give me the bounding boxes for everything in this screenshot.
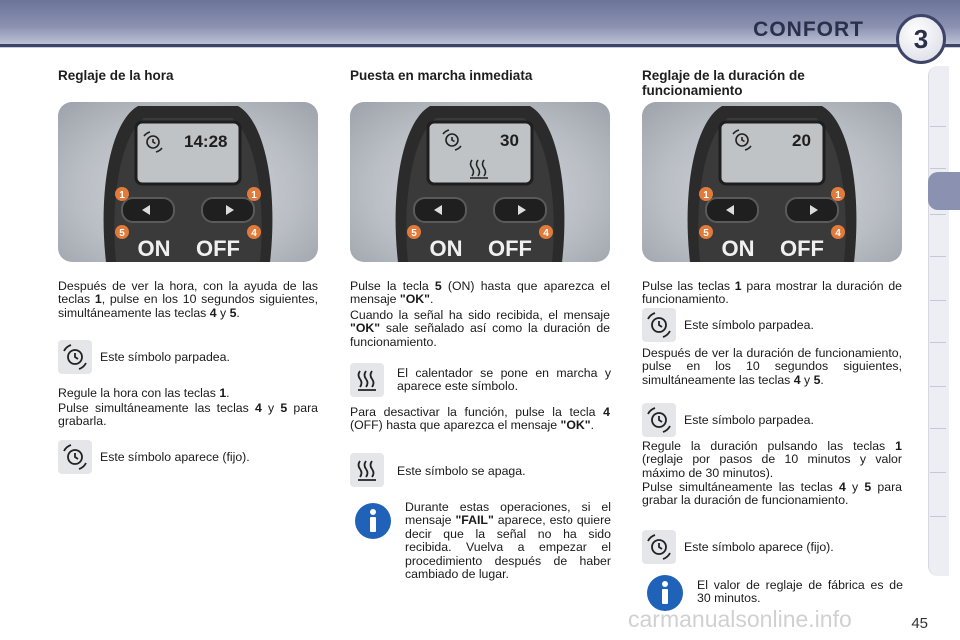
on-button-label: ON: [429, 236, 463, 261]
icon-caption: Este símbolo parpadea.: [684, 318, 814, 332]
clock-arrows-icon: [58, 440, 92, 474]
icon-caption: El calentador se pone en marcha y aparece este símbolo.: [397, 366, 611, 394]
remote-photo-duracion: [642, 102, 902, 262]
clock-arrows-icon: [58, 340, 92, 374]
remote-photo-hora: [58, 102, 318, 262]
svg-text:5: 5: [411, 228, 417, 239]
chapter-side-rail: [928, 66, 949, 576]
svg-text:4: 4: [543, 228, 549, 239]
svg-text:1: 1: [251, 190, 257, 201]
paragraph: Regule la hora con las teclas 1.: [58, 386, 230, 400]
remote-photo-puesta-en-marcha: [350, 102, 610, 262]
paragraph: Regule la duración pulsando las teclas 1 (reglaje por pasos de 10 minutos y valor máximo de 30 minutos).: [642, 439, 902, 480]
watermark: carmanualsonline.info: [628, 606, 852, 632]
header-band-line: [0, 44, 960, 47]
clock-arrows-icon: [642, 403, 676, 437]
off-button-label: OFF: [780, 236, 824, 261]
svg-text:1: 1: [703, 190, 709, 201]
icon-caption: Este símbolo aparece (fijo).: [684, 540, 834, 554]
side-rail-mark: [930, 472, 946, 473]
info-note: Durante estas operaciones, si el mensaje "FAIL" aparece, esto quiere decir que la señal no ha sido recibida. Vuelva a empezar el procedimiento después de haber cambiado de lugar.: [405, 500, 611, 582]
chapter-number-badge: 3: [896, 14, 946, 64]
display-readout: 20: [792, 131, 811, 150]
display-readout: 14:28: [184, 132, 228, 151]
svg-text:4: 4: [251, 228, 257, 239]
side-rail-mark: [930, 126, 946, 127]
info-note: El valor de reglaje de fábrica es de 30 minutos.: [697, 578, 903, 606]
svg-text:5: 5: [703, 228, 709, 239]
side-rail-mark: [930, 428, 946, 429]
clock-arrows-icon: [642, 308, 676, 342]
info-icon: [354, 502, 392, 540]
page-number: 45: [911, 615, 928, 632]
on-button-label: ON: [721, 236, 755, 261]
icon-caption: Este símbolo parpadea.: [100, 350, 230, 364]
side-rail-mark: [930, 256, 946, 257]
paragraph: Pulse las teclas 1 para mostrar la duración de funcionamiento.: [642, 279, 902, 307]
icon-caption: Este símbolo aparece (fijo).: [100, 450, 250, 464]
on-button-label: ON: [137, 236, 171, 261]
side-rail-mark: [930, 168, 946, 169]
off-button-label: OFF: [196, 236, 240, 261]
paragraph: Para desactivar la función, pulse la tecla 4 (OFF) hasta que aparezca el mensaje "OK".: [350, 405, 610, 433]
section-heading-puesta-en-marcha: Puesta en marcha inmediata: [350, 68, 533, 83]
side-rail-mark: [930, 386, 946, 387]
section-heading-hora: Reglaje de la hora: [58, 68, 174, 83]
heater-waves-icon: [350, 453, 384, 487]
icon-caption: Este símbolo parpadea.: [684, 413, 814, 427]
paragraph: Cuando la señal ha sido recibida, el mensaje "OK" sale señalado así como la duración de funcionamiento.: [350, 308, 610, 349]
svg-text:1: 1: [835, 190, 841, 201]
paragraph: Pulse simultáneamente las teclas 4 y 5 para grabar la duración de funcionamiento.: [642, 480, 902, 508]
section-heading-duracion: Reglaje de la duración de funcionamiento: [642, 68, 805, 98]
paragraph: Después de ver la hora, con la ayuda de las teclas 1, pulse en los 10 segundos siguientes, simultáneamente las teclas 4 y 5.: [58, 279, 318, 320]
svg-text:5: 5: [119, 228, 125, 239]
paragraph: Después de ver la duración de funcionamiento, pulse en los 10 segundos siguientes, simultáneamente las teclas 4 y 5.: [642, 346, 902, 387]
side-rail-mark: [930, 214, 946, 215]
display-readout: 30: [500, 131, 519, 150]
svg-text:1: 1: [119, 190, 125, 201]
paragraph: Pulse simultáneamente las teclas 4 y 5 para grabarla.: [58, 401, 318, 429]
clock-arrows-icon: [642, 530, 676, 564]
off-button-label: OFF: [488, 236, 532, 261]
side-rail-mark: [930, 300, 946, 301]
chapter-side-tab[interactable]: [928, 172, 960, 210]
paragraph: Pulse la tecla 5 (ON) hasta que aparezca el mensaje "OK".: [350, 279, 610, 307]
svg-text:4: 4: [835, 228, 841, 239]
icon-caption: Este símbolo se apaga.: [397, 464, 526, 478]
side-rail-mark: [930, 516, 946, 517]
side-rail-mark: [930, 342, 946, 343]
chapter-title: CONFORT: [753, 18, 864, 41]
heater-waves-icon: [350, 363, 384, 397]
